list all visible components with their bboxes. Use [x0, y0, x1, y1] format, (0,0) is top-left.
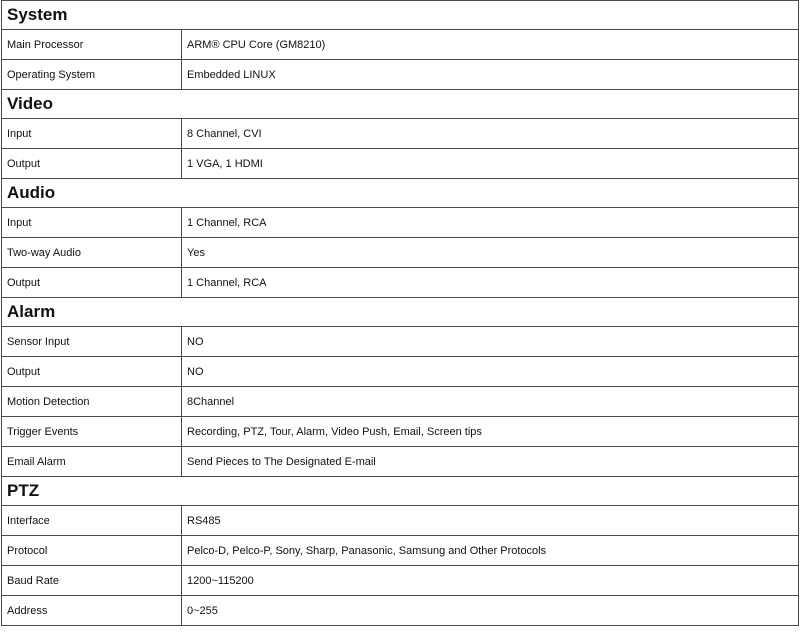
section-title: PTZ [2, 477, 799, 506]
table-row [2, 60, 799, 90]
spec-value: RS485 [182, 506, 799, 536]
spec-value: Send Pieces to The Designated E-mail [182, 447, 799, 477]
spec-value: 8 Channel, CVI [182, 119, 799, 149]
spec-value: NO [182, 327, 799, 357]
section-title: Alarm [2, 298, 799, 327]
spec-value: Pelco-D, Pelco-P, Sony, Sharp, Panasonic, Samsung and Other Protocols [182, 536, 799, 566]
section-header-video [2, 90, 799, 119]
spec-label: Operating System [2, 60, 182, 90]
spec-value: 1200~115200 [182, 566, 799, 596]
spec-label: Input [2, 119, 182, 149]
table-row [2, 566, 799, 596]
spec-value: 8Channel [182, 387, 799, 417]
spec-value: 1 Channel, RCA [182, 268, 799, 298]
table-row [2, 327, 799, 357]
table-row [2, 149, 799, 179]
spec-label: Output [2, 268, 182, 298]
section-title: Audio [2, 179, 799, 208]
spec-label: Email Alarm [2, 447, 182, 477]
spec-label: Baud Rate [2, 566, 182, 596]
table-row [2, 506, 799, 536]
table-row [2, 357, 799, 387]
table-row [2, 30, 799, 60]
spec-value: 0~255 [182, 596, 799, 626]
table-row [2, 119, 799, 149]
spec-value: Recording, PTZ, Tour, Alarm, Video Push, Email, Screen tips [182, 417, 799, 447]
spec-label: Sensor Input [2, 327, 182, 357]
spec-label: Main Processor [2, 30, 182, 60]
spec-value: ARM® CPU Core (GM8210) [182, 30, 799, 60]
spec-label: Input [2, 208, 182, 238]
section-header-ptz [2, 477, 799, 506]
section-header-system [2, 1, 799, 30]
spec-value: Yes [182, 238, 799, 268]
spec-table [1, 0, 799, 626]
spec-label: Two-way Audio [2, 238, 182, 268]
spec-value: Embedded LINUX [182, 60, 799, 90]
spec-label: Output [2, 357, 182, 387]
table-row [2, 208, 799, 238]
spec-value: NO [182, 357, 799, 387]
spec-label: Output [2, 149, 182, 179]
spec-label: Motion Detection [2, 387, 182, 417]
table-row [2, 387, 799, 417]
table-row [2, 417, 799, 447]
section-header-audio [2, 179, 799, 208]
section-title: System [2, 1, 799, 30]
table-row [2, 268, 799, 298]
spec-label: Protocol [2, 536, 182, 566]
section-header-alarm [2, 298, 799, 327]
spec-label: Address [2, 596, 182, 626]
spec-value: 1 Channel, RCA [182, 208, 799, 238]
table-row [2, 447, 799, 477]
spec-label: Interface [2, 506, 182, 536]
spec-label: Trigger Events [2, 417, 182, 447]
table-row [2, 238, 799, 268]
table-row [2, 536, 799, 566]
section-title: Video [2, 90, 799, 119]
spec-value: 1 VGA, 1 HDMI [182, 149, 799, 179]
table-row [2, 596, 799, 626]
